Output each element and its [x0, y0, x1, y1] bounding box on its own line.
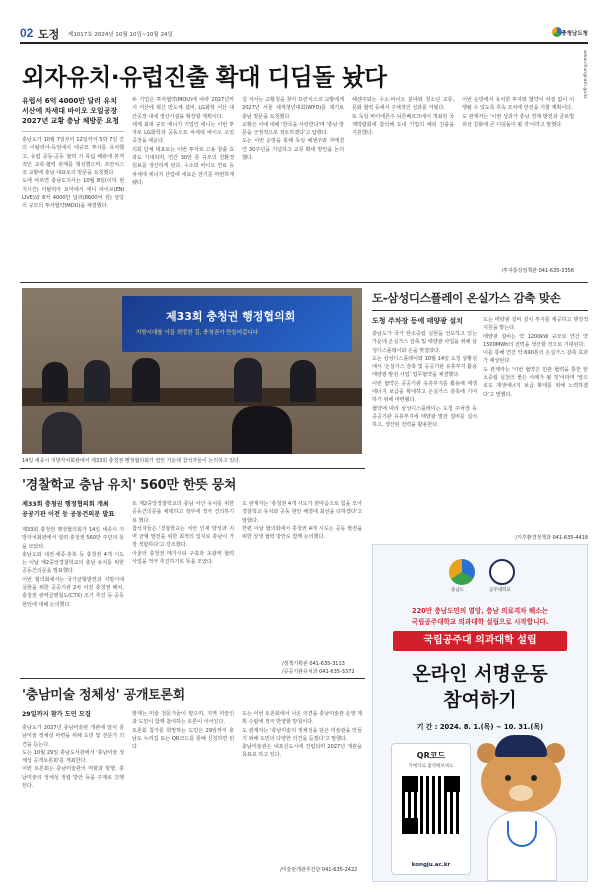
ad-logo-right: 공주대학교 — [489, 588, 511, 593]
bear-eye-icon — [531, 775, 537, 781]
ad-logo-left: 충남도 — [451, 588, 465, 593]
article3-byline-2: /공공기관유치과 041-635-3372 — [282, 669, 355, 675]
article3-headline: '경찰학교 충남 유치' 560만 한뜻 뭉쳐 — [22, 478, 237, 493]
lead-subhead-1: 유럽서 6억 4000만 달러 유치 — [22, 97, 117, 105]
ad-title-2: 참여하기 — [443, 689, 517, 711]
lead-subhead-2: 서산에 차세대 바이오 오일공장 — [22, 107, 118, 115]
lead-col-5: 이번 순방에서 유치한 투자와 협약이 차질 없이 이행될 수 있도록 후속 조치에 만전을 기할 계획이다. 도 관계자는 '이번 성과가 충남 경제 발전과 글로벌 위상 강화에 큰 디딤돌이 될 것'이라고 말했다. — [462, 97, 574, 128]
attendee — [234, 358, 262, 402]
bear-snout-icon — [509, 785, 533, 801]
attendee — [84, 360, 110, 402]
lead-col-1: 충남도가 10월 7일부터 12일까지 5박 7일 간의 이탈리아-독일에서 대규모 투자를 유치했고, 유럽 공동-공동 협력 지 폭넓 해와에 본격적인 교류·협력 관계를 형성했으며, 프란치스코 교황에 충남 대표로의 방문을 요청했다. 도에 따르면 충남도지사는 10월 8일(이하 현지시간) 이탈리아 로마에서 에니 라이브(ENI LIVE)와 6억 4000만 달러(8600억 원) 상당의 규모의 투자협약(MOU)을 체결했다. — [22, 137, 124, 210]
article2-col-1: 충남도가 국가 탄소중립 실현을 선도하고 있는 가운데 온실가스 감축 및 태양광 사업을 위해 삼성디스플레이와 손을 맞잡았다. 도는 삼성디스플레이와 10월 14일 도청 상황실에서 '온실가스 감축 및 공공기관 유휴부지 활용 태양광 발전 사업' 업무협약을 체결했다. 이번 협약은 공공기관 유휴부지를 활용해 재생에너지 보급을 확대하고 온실가스 감축에 기여하기 위해 마련됐다. 협약에 따라 삼성디스플레이는 도청 주차장 등 공공기관 유휴부지에 태양광 발전 설비를 설치하고, 생산된 전력을 활용한다. — [372, 331, 477, 429]
lead-col-3: 김 지사는 교황청을 찾아 프란치스코 교황에게 2027년 서울 세계청년대회(WYD)를 계기로 충남 방문을 요청했다. 교황은 이에 대해 '한국을 사랑한다'며 '충남 방문을 긍정적으로 검토하겠다'고 답했다. 도는 이번 순방을 통해 독일 헤센주와 자매결연 30주년을 기념하고 교류 확대 방안을 논의했다. — [242, 97, 344, 162]
bear-eye-icon — [505, 775, 511, 781]
kongju-seal-icon — [489, 559, 515, 585]
section-name: 도정 — [38, 28, 60, 41]
lead-headline: 외자유치·유럽진출 확대 디딤돌 놨다 — [22, 63, 387, 91]
chungnam-logo-icon — [449, 559, 475, 585]
attendee-foreground — [42, 412, 82, 454]
article4-subhead: 29일까지 참가 도민 모집 — [22, 711, 91, 718]
page-header — [20, 24, 588, 44]
article3-subheads: 제33회 충청권 행정협의회 개최 공공기관 이전 등 공동건의문 발표 — [22, 501, 115, 518]
lead-byline: /투자통상정책관 041-635-3356 — [501, 268, 574, 274]
lead-col-2: 두 기업은 투자협약(MOU)에 따라 2027년까지 서산에 혁신 반도체 설비, LG화학 서산 대산공장 내에 생산시설을 확장할 계획이다. 세계 최대 규모 에너지 기업인 에니는 이번 투자로 LG화학과 공동으로 차세대 바이오 오일 공장을 세운다. 의회 단체 대표로는 이번 투자로 고용 창출 효과도 기대되며, 연간 30만 톤 규모의 친환경 원료를 생산하게 된다. 수소와 바이오 연료 등 차세대 에너지 산업에 새로운 전기를 마련하게 됐다. — [132, 97, 234, 186]
meeting-banner — [122, 296, 352, 352]
bear-head-icon — [481, 749, 561, 813]
ad-ribbon: 국립공주대 의과대학 설립 — [393, 631, 567, 651]
ad-line-2: 국립공주대학교 의과대학 설립으로 시작합니다. — [411, 618, 549, 626]
ad-period: 기 간 : 2024. 8. 1.(목) ~ 10. 31.(목) — [416, 723, 544, 731]
article4-byline: /미술관개관추진단 041-635-2422 — [280, 867, 358, 873]
ad-url[interactable]: kongju.ac.kr — [411, 862, 451, 868]
ad-box — [372, 544, 588, 882]
lead-subhead-3: 2027년 교황 충남 체방문 요청 — [22, 117, 119, 125]
article2-headline: 도-삼성디스플레이 온실가스 감축 맞손 — [372, 291, 561, 305]
article2-col-2: 도는 태양광 설비 설치 부지를 제공하고 행정적 지원을 맡는다. 태양광 설비는 약 1200kW 규모로 연간 약 1500MWh의 전력을 생산할 것으로 기대된다. 이를 통해 연간 약 690톤의 온실가스 감축 효과가 예상된다. 도 관계자는 '이번 협약은 민관 협력을 통한 탄소중립 실천의 좋은 사례가 될 것'이라며 '앞으로도 재생에너지 보급 확대를 위해 노력하겠다'고 말했다. — [483, 317, 588, 398]
bear-cap-icon — [495, 735, 547, 757]
website-vertical: www.chungnam.go.kr — [582, 50, 587, 99]
article3-col-1: 제33회 충청권 행정협의회가 14일 세종시 지방자치회관에서 열려 충청권 560만 주민의 뜻을 모았다. 충남도와 대전·세종·충북 등 충청권 4개 시도는 이날 제2중앙경찰학교의 충남 유치를 위한 공동건의문을 발표했다. 이번 협의회에서는 국가균형발전과 지방시대 실현을 위한 공공기관 2차 이전 충청권 배치, 충청권 광역급행철도(CTX) 조기 추진 등 공동 현안에 대해 논의했다. — [22, 527, 124, 608]
article3-col-3: 도 관계자는 '충청권 4개 시도가 한마음으로 힘을 모아 경찰학교 유치와 공동 현안 해결에 최선을 다하겠다'고 말했다. 한편 이날 협의회에서 충청권 4개 시도는 공동 발전을 위한 상생 협력 방안도 함께 논의했다. — [242, 501, 362, 541]
ad-line-1: 220만 충남도민의 열망, 충남 의료격차 해소는 — [411, 607, 549, 615]
attendee-foreground — [232, 406, 292, 454]
qr-code-icon[interactable] — [402, 776, 460, 834]
article3-col-2: 또 제2중앙경찰학교의 충남 아산 유치를 위한 공동건의문을 채택하고 정부에 적극 건의하기로 했다. 참석자들은 '경찰학교는 치안 인재 양성과 지역 균형 발전을 위한 최적의 입지로 충남이 가장 적합하다'고 강조했다. 아울러 충청권 메가시티 구축과 초광역 협력 사업을 적극 추진하기로 뜻을 모았다. — [132, 501, 234, 566]
attendee — [290, 360, 316, 402]
banner-subtitle: 지방시대를 이끌 희망찬 길, 충청권이 만들어갑니다 — [136, 330, 259, 336]
page-number: 02 — [20, 26, 34, 40]
article4-col-3: 도는 이번 토론회에서 나온 의견을 충남미술관 운영 계획 수립에 적극 반영할 방침이다. 도 관계자는 '충남미술의 정체성을 담은 미술관을 만들기 위해 도민의 다양한 의견을 듣겠다'고 말했다. 충남미술관은 내포신도시에 건립되며 2027년 개관을 목표로 하고 있다. — [242, 711, 362, 759]
meeting-photo — [22, 288, 362, 454]
lead-subheads — [22, 96, 124, 126]
qr-box[interactable] — [391, 743, 471, 875]
lead-col-4: 헤센주와는 수소·바이오 분야와 청소년 교류, 문화 협력 등에서 구체적인 성과를 거뒀다. 또 독일 바이에른주 뉘른베르크에서 개최된 국제박람회에 참석해 도내 기업의 해외 진출을 지원했다. — [352, 97, 454, 137]
article2-byline: /기후환경정책과 041-635-4418 — [515, 535, 588, 541]
article4-headline: '충남미술 정체성' 공개토론회 — [22, 688, 185, 703]
article4-col-2: 발제는 미술 전문가들이 맡으며, 지역 미술인과 도민이 함께 참여하는 토론이 이어진다. 토론회 참가를 희망하는 도민은 29일까지 충남도 누리집 또는 QR코드를 통해 신청하면 된다. — [132, 711, 234, 751]
photo-caption: 14일 세종시 지방자치회관에서 제33회 충청권 행정협의회가 열린 가운데 참석자들이 논의하고 있다. — [22, 458, 241, 464]
qr-sub: 카메라로 촬영해보세요 — [408, 764, 454, 769]
banner-title: 제33회 충청권 행정협의회 — [166, 310, 296, 323]
ad-title-1: 온라인 서명운동 — [412, 663, 548, 685]
article2-subhead: 도청 주차장 등에 태양광 설치 — [372, 317, 463, 325]
issue-info: 제1017호 2024년 10월 10일~10월 24일 — [68, 32, 173, 38]
article3-byline-1: /정책기획관 041-635-3113 — [282, 661, 345, 667]
attendee — [42, 362, 68, 402]
logo-text: 충청남도청 — [561, 31, 588, 37]
attendee — [132, 358, 160, 402]
article4-col-1: 충남도가 2027년 충남미술관 개관에 앞서 충남미술 정체성 마련을 위해 도민 및 전문가 의견을 듣는다. 도는 10월 29일 충남도서관에서 '충남미술 정체성 공개토론회'를 개최한다. 이번 토론회는 충남미술관의 역할과 방향, 충남미술의 정체성 정립 방안 등을 주제로 진행된다. — [22, 725, 124, 790]
qr-title: QR코드 — [416, 751, 446, 760]
bear-mascot — [471, 733, 575, 881]
